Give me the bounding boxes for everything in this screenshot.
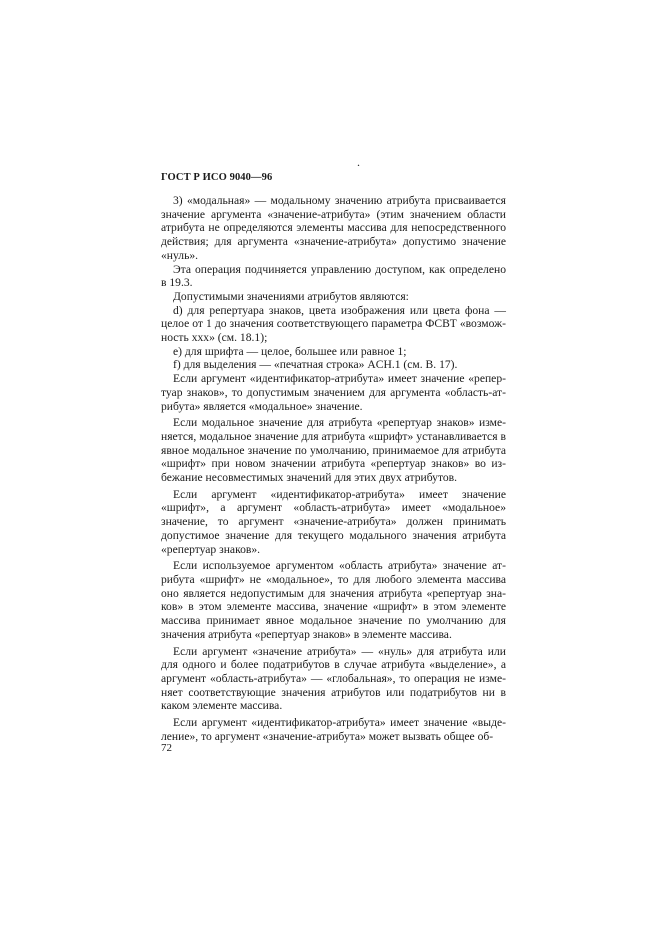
paragraph: Эта операция подчиняется управлению доступом, как определено в 19.3. [161,262,506,290]
page-number: 72 [161,742,172,754]
paragraph: Допустимыми значениями атрибутов являются: [173,289,409,303]
document-code-header: ГОСТ Р ИСО 9040—96 [161,172,273,183]
paragraph: Если аргумент «идентификатор-атрибута» имеет значение «шрифт», а аргумент «область-атрибута» имеет «модальное» значение, то аргумент «значение-атрибута» должен принимать допустимое значение для текущего модального значения атрибута «репертуар знаков». [161,487,506,556]
paragraph: Если используемое аргументом «область атрибута» значение атрибута «шрифт» не «модальное», то для любого элемента массива оно является недопустимым для значения атрибута «репертуар знаков» в этом элементе массива, значение «шрифт» в этом элементе массива принимает явное модальное значение по умолчанию для значения атрибута «репертуар знаков» в элементе массива. [161,559,506,641]
paragraph: 3) «модальная» — модальному значению атрибута присваивается значение аргумента «значение-атрибута» (этим значением области атрибута не определяются элементы массива для непосредственного действия; для аргумента «значение-атрибута» допустимо значение «нуль». [161,194,506,262]
paragraph: Если аргумент «значение атрибута» — «нуль» для атрибута или для одного и более податрибутов в случае атрибута «выделение», а аргумент «область-атрибута» — «глобальная», то операция не изменяет соответствующие значения атрибутов или податрибутов ни в каком элементе массива. [161,644,506,713]
page-mark: . [357,155,360,169]
paragraph: Если аргумент «идентификатор-атрибута» имеет значение «репертуар знаков», то допустимым значением для аргумента «область-атрибута» является «модальное» значение. [161,372,506,413]
paragraph: f) для выделения — «печатная строка» ACH.1 (см. В. 17). [173,358,458,372]
paragraph: Если модальное значение для атрибута «репертуар знаков» изменяется, модальное значение для атрибута «шрифт» устанавливается в явное модальное значение по умолчанию, принимаемое для атрибута «шрифт» при новом значении атрибута «репертуар знаков» во избежание несовместимых значений для этих двух атрибутов. [161,416,506,485]
body-text [161,194,506,743]
paragraph: d) для репертуара знаков, цвета изображения или цвета фона — целое от 1 до значения соответствующего параметра ФСВТ «возможность xxx» (см. 18.1); [161,303,506,345]
paragraph: e) для шрифта — целое, большее или равное 1; [173,344,407,358]
paragraph: Если аргумент «идентификатор-атрибута» имеет значение «выделение», то аргумент «значение-атрибута» может вызвать общее об- [161,716,506,743]
